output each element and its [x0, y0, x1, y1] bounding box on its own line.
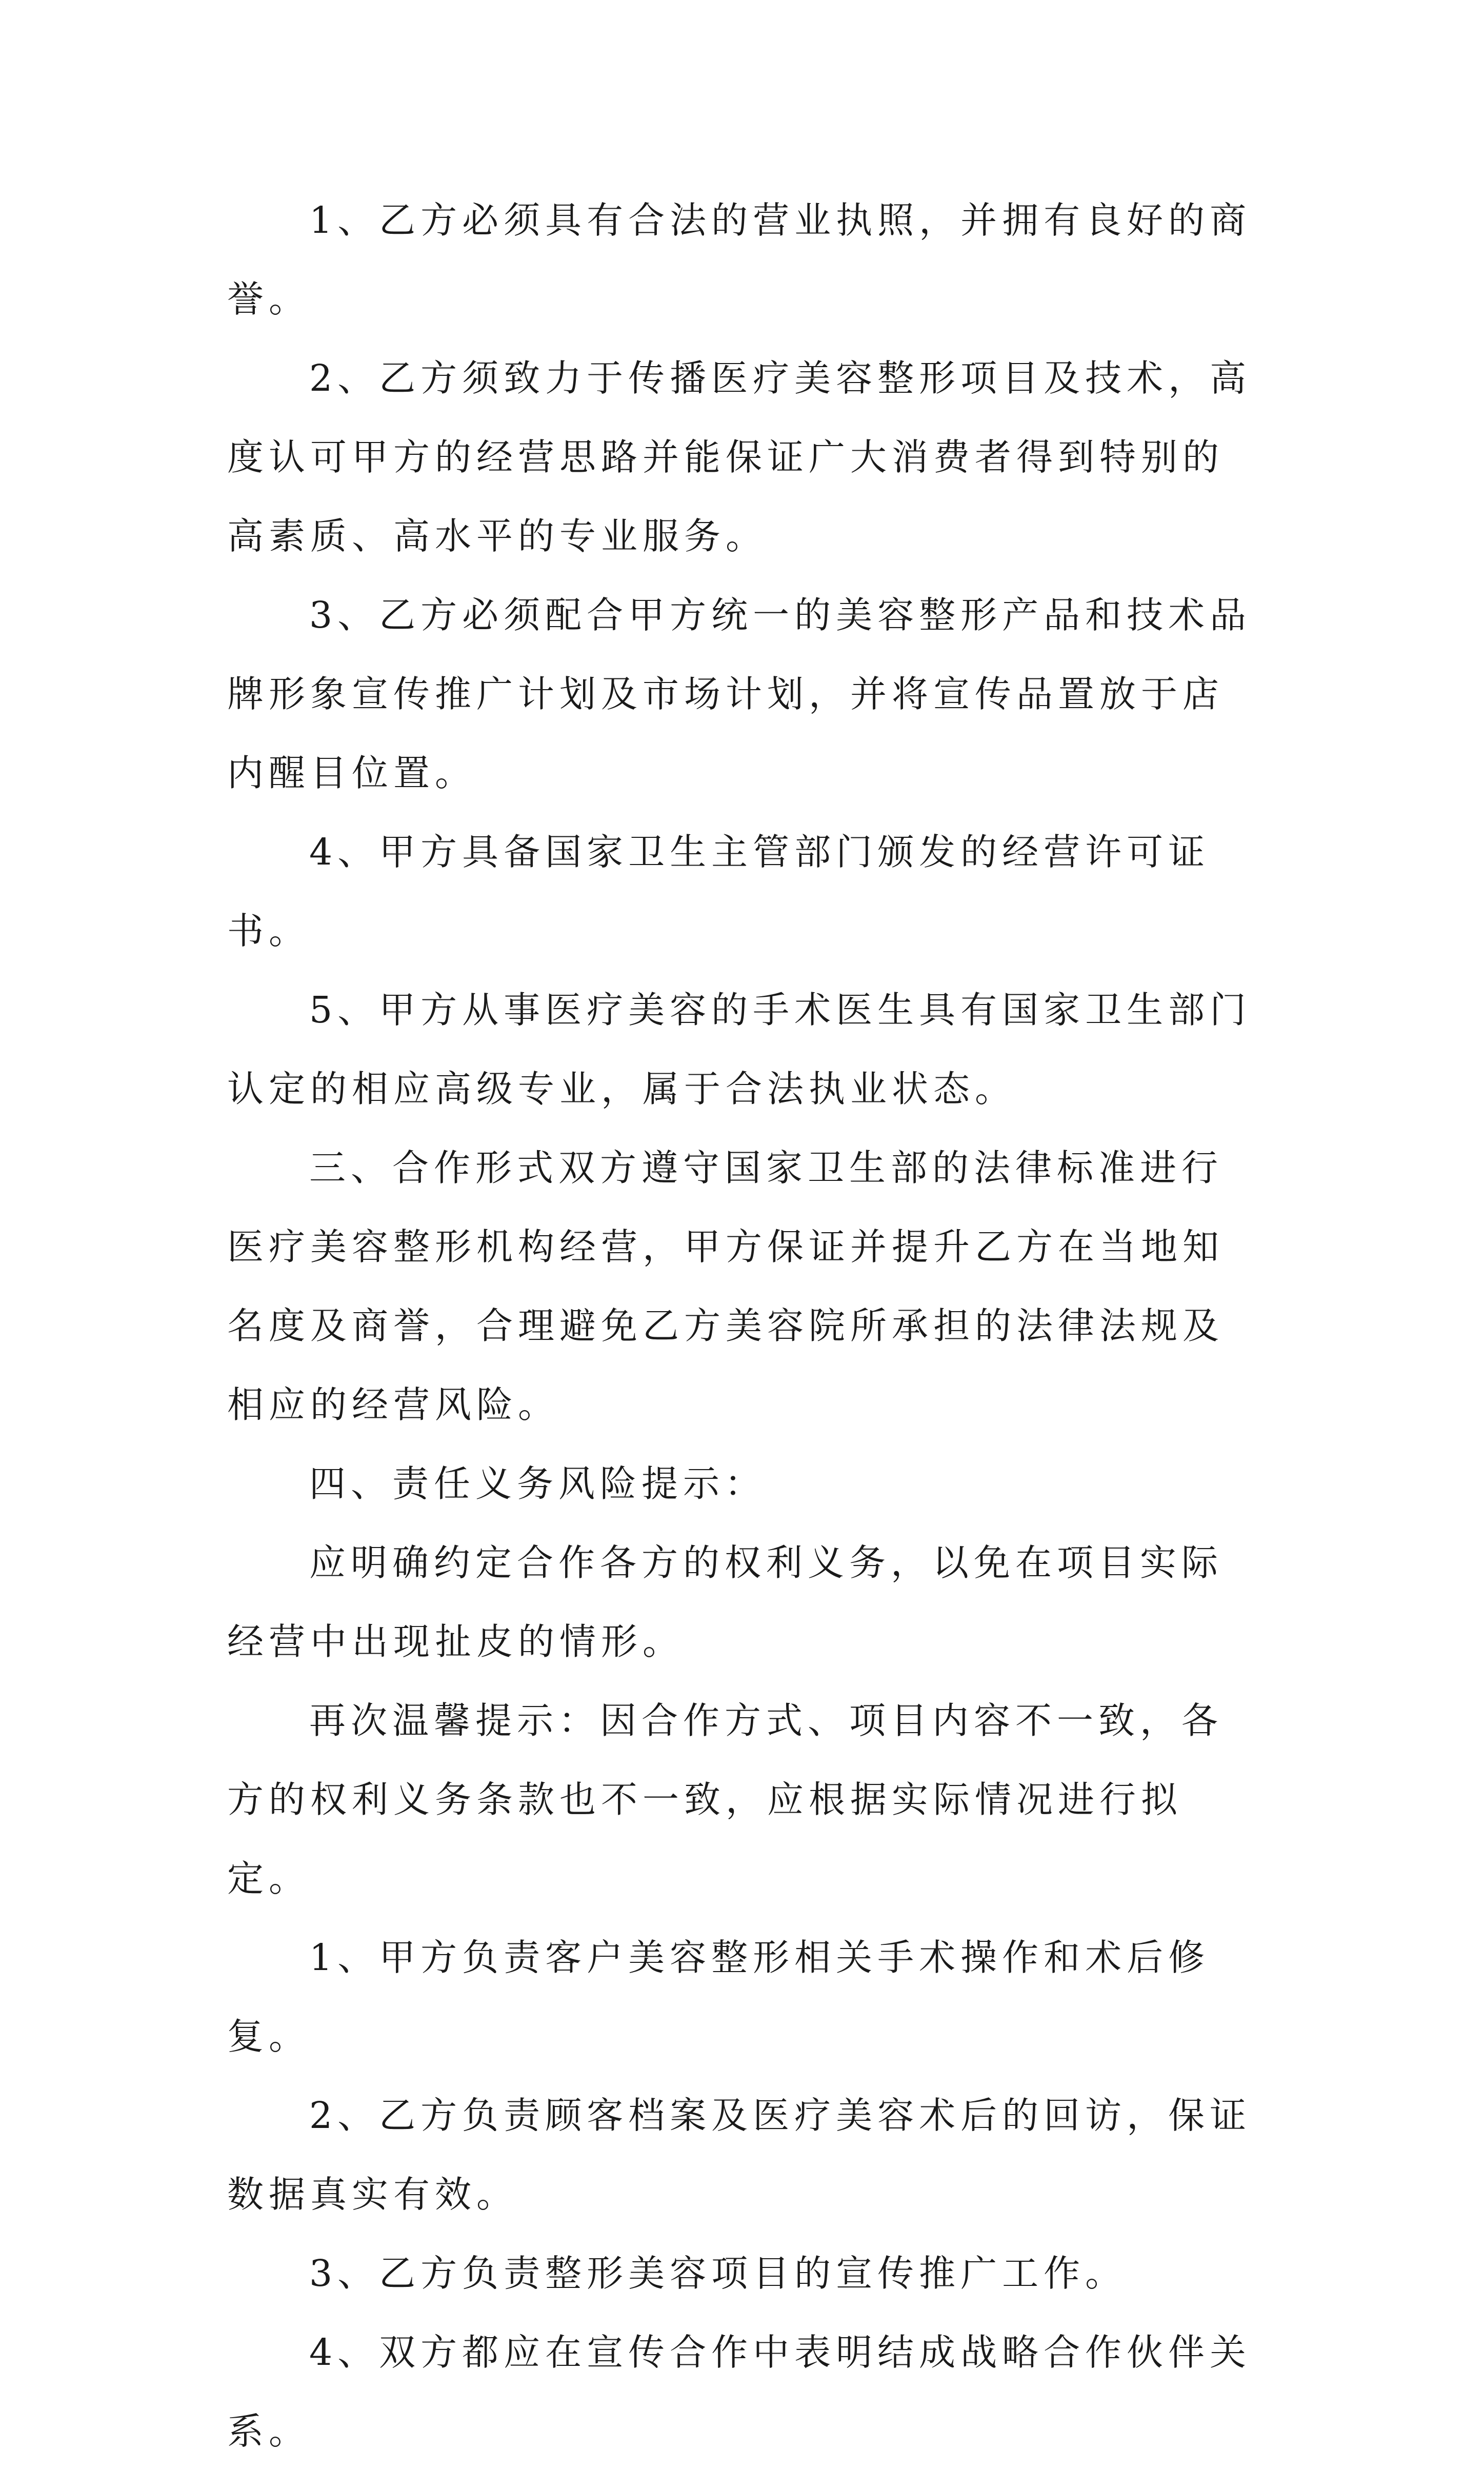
- paragraph-operating-license: 4、甲方具备国家卫生主管部门颁发的经营许可证书。: [227, 831, 1210, 952]
- paragraph-promote-projects: 2、乙方须致力于传播医疗美容整形项目及技术，高度认可甲方的经营思路并能保证广大消费者得到特别的高素质、高水平的专业服务。: [227, 357, 1252, 557]
- paragraph-reminder: 再次温馨提示：因合作方式、项目内容不一致，各方的权利义务条款也不一致，应根据实际情况进行拟定。: [227, 1699, 1224, 1900]
- paragraph-party-b-promotion: 3、乙方负责整形美容项目的宣传推广工作。: [309, 2252, 1127, 2295]
- paragraph-surgeon-qualification: 5、甲方从事医疗美容的手术医生具有国家卫生部门认定的相应高级专业，属于合法执业状态。: [227, 989, 1252, 1110]
- paragraph-strategic-partnership: 4、双方都应在宣传合作中表明结成战略合作伙伴关系。: [227, 2331, 1252, 2453]
- paragraph-brand-promotion: 3、乙方必须配合甲方统一的美容整形产品和技术品牌形象宣传推广计划及市场计划，并将宣传品置放于店内醒目位置。: [227, 594, 1252, 794]
- paragraph-qualification-license: 1、乙方必须具有合法的营业执照，并拥有良好的商誉。: [227, 199, 1252, 320]
- paragraph-risk-heading: 四、责任义务风险提示：: [309, 1462, 767, 1505]
- paragraph-rights-obligations: 应明确约定合作各方的权利义务，以免在项目实际经营中出现扯皮的情形。: [227, 1541, 1224, 1663]
- paragraph-cooperation-form: 三、合作形式双方遵守国家卫生部的法律标准进行医疗美容整形机构经营，甲方保证并提升乙方在当地知名度及商誉，合理避免乙方美容院所承担的法律法规及相应的经营风险。: [227, 1147, 1225, 1426]
- document-body: [227, 181, 1258, 2471]
- paragraph-party-a-surgery: 1、甲方负责客户美容整形相关手术操作和术后修复。: [227, 1936, 1210, 2058]
- paragraph-party-b-records: 2、乙方负责顾客档案及医疗美容术后的回访，保证数据真实有效。: [227, 2094, 1252, 2216]
